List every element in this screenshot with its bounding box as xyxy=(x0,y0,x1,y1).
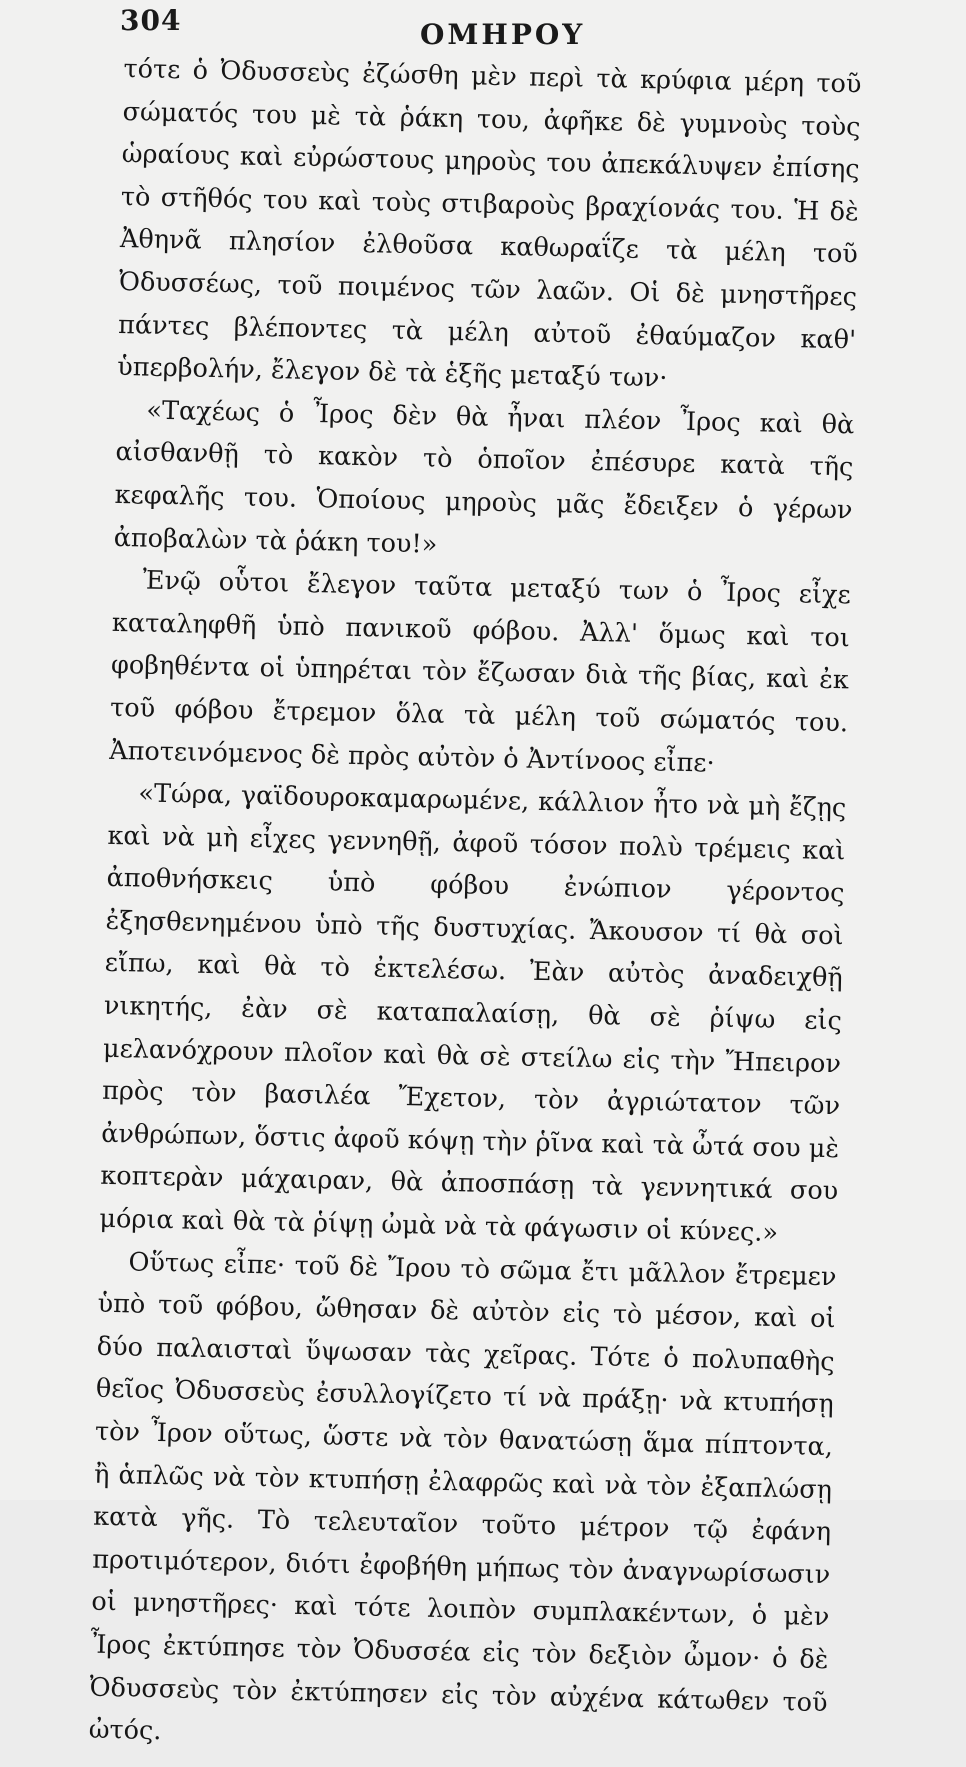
paragraph: Οὕτως εἶπε· τοῦ δὲ Ἴρου τὸ σῶμα ἔτι μᾶλλον ἔτρεμεν ὑπὸ τοῦ φόβου, ὤθησαν δὲ αὐτὸν εἰς τὸ μέσον, καὶ οἱ δύο παλαισταὶ ὕψωσαν τὰς χεῖρας. Τότε ὁ πολυπαθὴς θεῖος Ὀδυσσεὺς ἐσυλλογίζετο τί νὰ πράξῃ· νὰ κτυπήσῃ τὸν Ἶρον οὕτως, ὥστε νὰ τὸν θανατώσῃ ἅμα πίπτοντα, ἢ ἁπλῶς νὰ τὸν κτυπήσῃ ἐλαφρῶς καὶ νὰ τὸν ἐξαπλώσῃ κατὰ γῆς. Τὸ τελευταῖον τοῦτο μέτρον τῷ ἐφάνη προτιμότερον, διότι ἐφοβήθη μήπως τὸν ἀναγνωρίσωσιν οἱ μνηστῆρες· καὶ τότε λοιπὸν συμπλακέντων, ὁ μὲν Ἶρος ἐκτύπησε τὸν Ὀδυσσέα εἰς τὸν δεξιὸν ὦμον· ὁ δὲ Ὀδυσσεὺς τὸν ἐκτύπησεν εἰς τὸν αὐχένα κάτωθεν τοῦ ὠτός. xyxy=(88,1246,837,1747)
page-number: 304 xyxy=(120,4,182,37)
paragraph: «Τώρα, γαϊδουροκαμαρωμένε, κάλλιον ἦτο νὰ μὴ ἔζῃς καὶ νὰ μὴ εἶχες γεννηθῇ, ἀφοῦ τόσον πολὺ τρέμεις καὶ ἀποθνήσκεις ὑπὸ φόβου ἐνώπιον γέροντος ἐξησθενημένου ὑπὸ τῆς δυστυχίας. Ἄκουσον τί θὰ σοὶ εἴπω, καὶ θὰ τὸ ἐκτελέσω. Ἐὰν αὐτὸς ἀναδειχθῇ νικητής, ἐὰν σὲ καταπαλαίσῃ, θὰ σὲ ῥίψω εἰς μελανόχρουν πλοῖον καὶ θὰ σὲ στείλω εἰς τὴν Ἤπειρον πρὸς τὸν βασιλέα Ἔχετον, τὸν ἀγριώτατον τῶν ἀνθρώπων, ὅστις ἀφοῦ κόψῃ τὴν ῥῖνα καὶ τὰ ὦτά σου μὲ κοπτερὰν μάχαιραν, θὰ ἀποσπάσῃ τὰ γεννητικά σου μόρια καὶ θὰ τὰ ῥίψῃ ὠμὰ νὰ τὰ φάγωσιν οἱ κύνες.» xyxy=(99,778,847,1248)
paragraph: τότε ὁ Ὀδυσσεὺς ἐζώσθη μὲν περὶ τὰ κρύφια μέρη τοῦ σώματός του μὲ τὰ ῥάκη του, ἀφῆκε δὲ γυμνοὺς τοὺς ὡραίους καὶ εὐρώστους μηροὺς του ἀπεκάλυψεν ἐπίσης τὸ στῆθός του καὶ τοὺς στιβαροὺς βραχίονάς του. Ἡ δὲ Ἀθηνᾶ πλησίον ἐλθοῦσα καθωραΐζε τὰ μέλη τοῦ Ὀδυσσέως, τοῦ ποιμένος τῶν λαῶν. Οἱ δὲ μνηστῆρες πάντες βλέποντες τὰ μέλη αὐτοῦ ἐθαύμαζον καθ' ὑπερβολήν, ἔλεγον δὲ τὰ ἑξῆς μεταξύ των· xyxy=(117,53,862,394)
paragraph: Ἐνῷ οὗτοι ἔλεγον ταῦτα μεταξύ των ὁ Ἶρος εἶχε καταληφθῆ ὑπὸ πανικοῦ φόβου. Ἀλλ' ὅμως καὶ τοι φοβηθέντα οἱ ὑπηρέται τὸν ἔζωσαν διὰ τῆς βίας, καὶ ἐκ τοῦ φόβου ἔτρεμον ὅλα τὰ μέλη τοῦ σώματός του. Ἀποτεινόμενος δὲ πρὸς αὐτὸν ὁ Ἀντίνοος εἶπε· xyxy=(108,565,852,779)
running-head: ΟΜΗΡΟΥ xyxy=(420,18,586,51)
paragraph: «Ταχέως ὁ Ἶρος δὲν θὰ ἦναι πλέον Ἶρος καὶ θὰ αἰσθανθῇ τὸ κακὸν τὸ ὁποῖον ἐπέσυρε κατὰ τῆς κεφαλῆς του. Ὁποίους μηροὺς μᾶς ἔδειξεν ὁ γέρων ἀποβαλὼν τὰ ῥάκη του!» xyxy=(113,395,855,560)
page-header xyxy=(120,4,906,51)
body-text xyxy=(88,48,862,1767)
